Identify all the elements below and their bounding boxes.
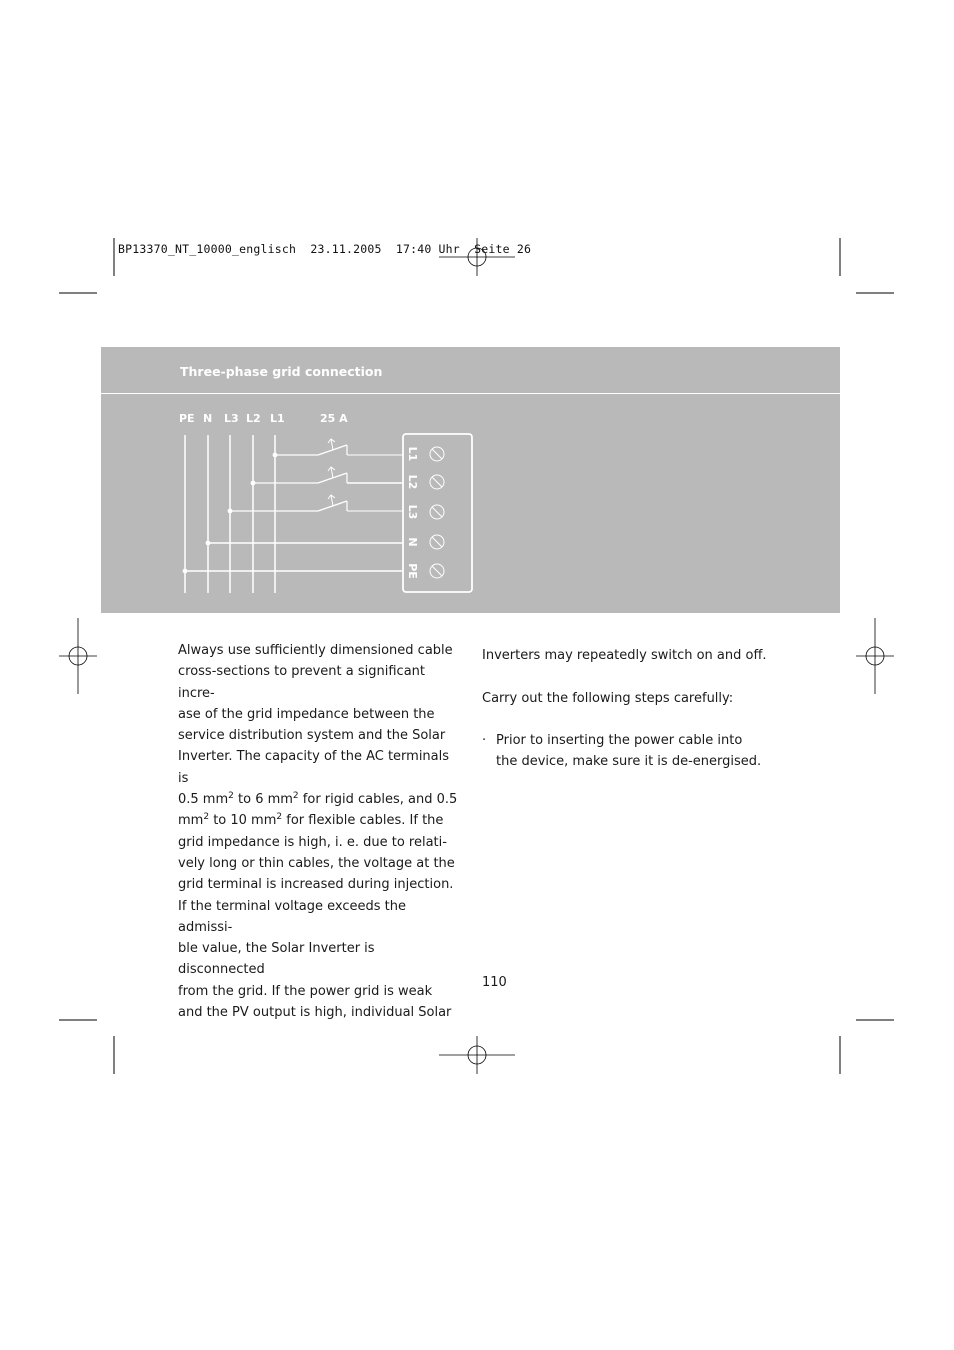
conductor-label-l1: L1 — [270, 412, 285, 425]
terminal-label-n: N — [406, 537, 419, 547]
diagram-panel — [101, 347, 840, 613]
junction-l2 — [251, 481, 256, 486]
terminal-label-pe: PE — [406, 563, 419, 579]
print-slug: BP13370_NT_10000_englisch 23.11.2005 17:40 Uhr Seite 26 — [118, 242, 532, 256]
paragraph-steps-intro: Carry out the following steps carefully: — [482, 690, 734, 706]
screw-terminal-n — [430, 535, 444, 549]
registration-mark-right — [856, 618, 894, 694]
screw-terminal-l2 — [430, 475, 444, 489]
conductor-label-l3: L3 — [224, 412, 239, 425]
three-phase-wiring-diagram — [101, 347, 840, 613]
terminal-label-l3: L3 — [406, 504, 419, 520]
paragraph-cable-sizing: Always use sufficiently dimensioned cable cross-sections to prevent a significant incre- ase of the grid impedance between the service distribution system and the Solar Inverter. The capacity of the AC terminals is 0.5 $mm^2$ to 6 $mm^2$ for rigid cables, and 0.5 $mm^2$ to 10 $mm^2$ for flexible cables. If the grid impedance is high, i. e. due to relati- vely long or thin cables, the voltage at the grid terminal is increased during injection. If the terminal voltage exceeds the admissi- ble value, the Solar Inverter is disconnected from the grid. If the power grid is weak and the PV output is high, individual Solar — [178, 643, 458, 1021]
terminal-label-l1: L1 — [406, 446, 419, 462]
screw-terminal-l1 — [430, 447, 444, 461]
junction-l1 — [273, 453, 278, 458]
bullet-marker: · — [482, 733, 487, 749]
conductor-label-n: N — [203, 412, 213, 425]
conductor-label-l2: L2 — [246, 412, 261, 425]
junction-l3 — [228, 509, 233, 514]
paragraph-switching: Inverters may repeatedly switch on and off. — [482, 648, 767, 663]
section-title: Three-phase grid connection — [180, 364, 383, 379]
body-column-right — [482, 640, 782, 773]
terminal-label-l2: L2 — [406, 474, 419, 490]
screw-terminal-pe — [430, 564, 444, 578]
registration-mark-left — [59, 618, 97, 694]
junction-n — [206, 541, 211, 546]
page-number: 110 — [482, 975, 507, 990]
junction-pe — [183, 569, 188, 574]
screw-terminal-l3 — [430, 505, 444, 519]
fuse-rating-label: 25 A — [320, 412, 348, 425]
body-column-left — [178, 640, 463, 1023]
conductor-label-pe: PE — [179, 412, 195, 425]
registration-mark-bottom — [439, 1036, 515, 1074]
list-item-de-energise: · Prior to inserting the power cable into the device, make sure it is de-energised. — [482, 730, 782, 773]
